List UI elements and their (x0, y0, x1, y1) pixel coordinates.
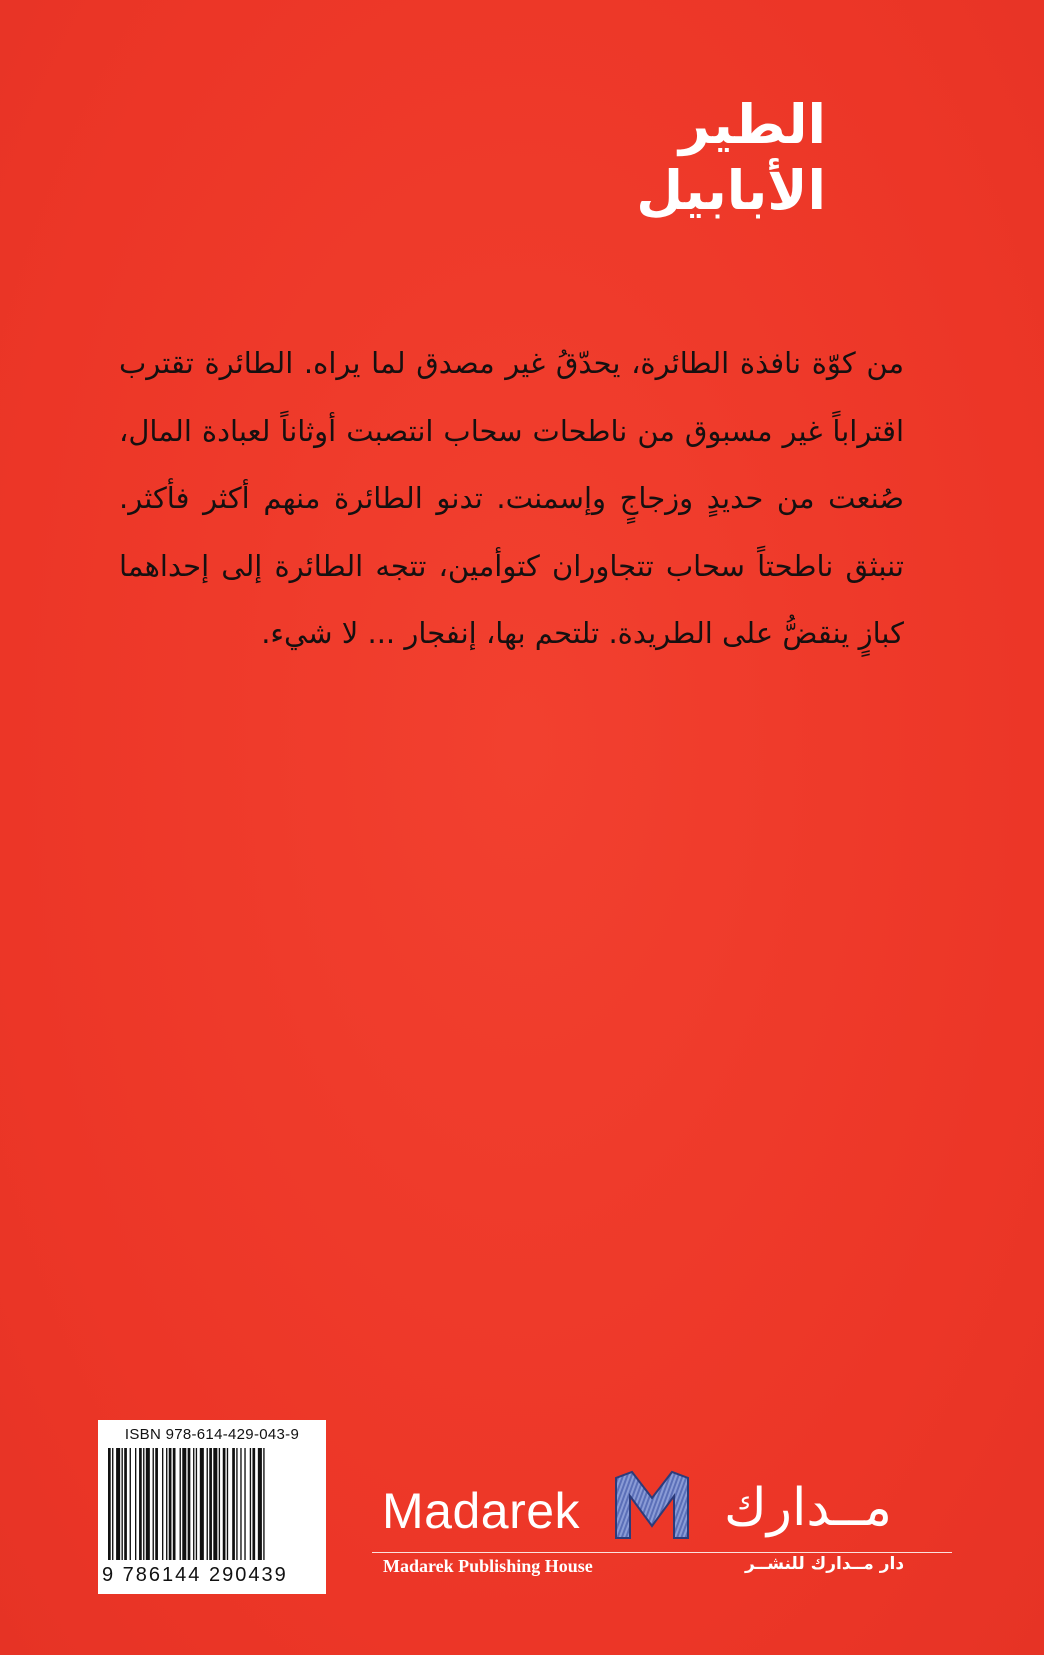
publisher-books-icon (612, 1468, 692, 1544)
book-title-line-1: الطير (678, 93, 826, 156)
ean-number: 9 786144 290439 (102, 1564, 288, 1586)
barcode-bars (108, 1448, 318, 1560)
book-title (636, 92, 826, 224)
isbn-barcode (98, 1420, 326, 1594)
publisher-house-ar: دار مــدارك للنشــر (745, 1554, 905, 1574)
publisher-divider (372, 1552, 952, 1553)
publisher-house-en: Madarek Publishing House (383, 1556, 593, 1576)
publisher-logo-text-ar: مــدارك (724, 1478, 893, 1538)
blurb-paragraph: من كوّة نافذة الطائرة، يحدّقُ غير مصدق لما يراه. الطائرة تقترب اقتراباً غير مسبوق من ناطحات سحاب انتصبت أوثاناً لعبادة المال، صُنعت من حديدٍ وزجاجٍ وإسمنت. تدنو الطائرة منهم أكثر فأكثر. تنبثق ناطحتاً سحاب تتجاوران كتوأمين، تتجه الطائرة إلى إحداهما كبازٍ ينقضُّ على الطريدة. تلتحم بها، إنفجار ... لا شيء. (119, 346, 904, 650)
book-title-line-2: الأبابيل (636, 159, 826, 222)
publisher-logo-text-en: Madarek (382, 1483, 581, 1539)
isbn-number: ISBN 978-614-429-043-9 (124, 1426, 300, 1443)
